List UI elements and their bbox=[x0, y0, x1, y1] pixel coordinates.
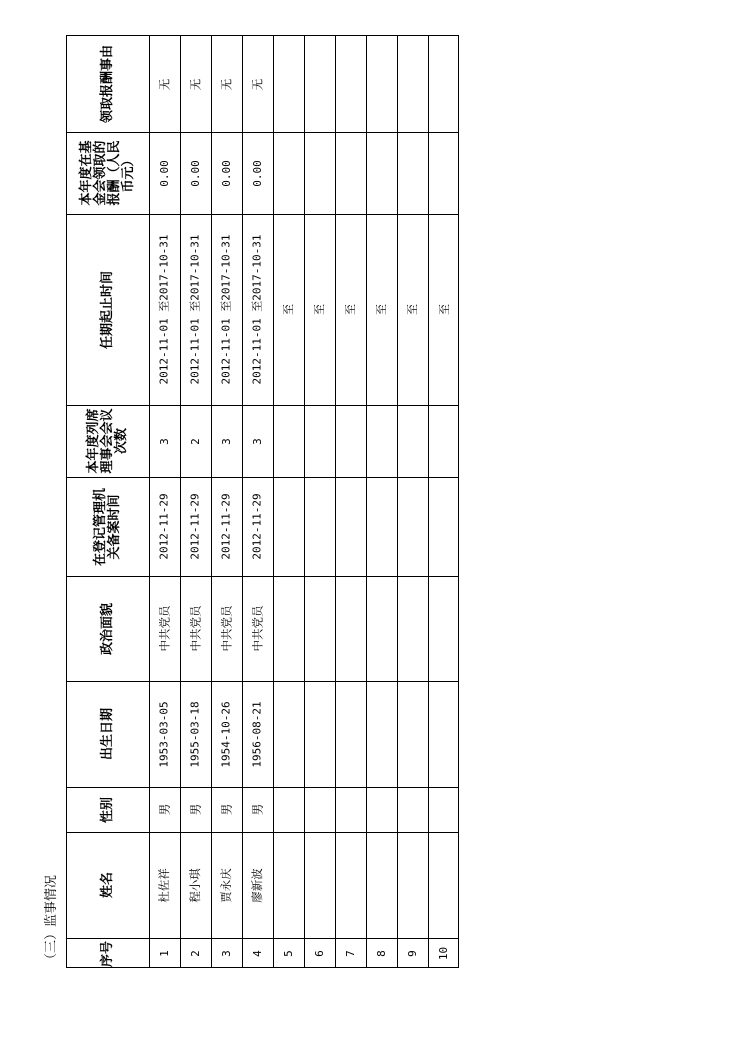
row-1-source-text: 无 bbox=[157, 78, 171, 90]
row-2-gender-text: 男 bbox=[188, 803, 202, 816]
row-8-seq bbox=[366, 938, 397, 969]
header-gender-label: 性别 bbox=[99, 796, 115, 823]
header-meetings bbox=[67, 405, 149, 477]
row-2-name-text: 程小琪 bbox=[188, 867, 202, 903]
row-3-gender-text: 男 bbox=[219, 803, 233, 816]
row-7-pay bbox=[335, 132, 366, 214]
row-3-birth bbox=[211, 681, 242, 787]
row-2-seq-text: 2 bbox=[189, 950, 202, 957]
section-caption-text: （三）监事情况 bbox=[44, 874, 59, 966]
row-2-seq bbox=[180, 938, 211, 969]
row-4-term-text: 2012-11-01 至2017-10-31 bbox=[251, 234, 265, 385]
row-4-birth bbox=[242, 681, 273, 787]
row-4-politics bbox=[242, 576, 273, 681]
row-2-meetings-text: 2 bbox=[189, 437, 202, 445]
row-7-filing bbox=[335, 477, 366, 576]
row-4-name-text: 廖新波 bbox=[250, 867, 264, 903]
row-9-seq bbox=[397, 938, 428, 969]
row-10-name bbox=[428, 832, 460, 938]
row-4-birth-text: 1956-08-21 bbox=[251, 700, 265, 768]
header-seq-label: 序号 bbox=[99, 940, 115, 967]
row-7-birth bbox=[335, 681, 366, 787]
row-8-source bbox=[366, 36, 397, 132]
row-7-seq-text: 7 bbox=[344, 950, 357, 957]
row-2-source-text: 无 bbox=[188, 78, 202, 90]
header-seq bbox=[67, 938, 149, 969]
header-pay-label: 本年度在基金会领取的报酬（人民币元） bbox=[79, 140, 136, 206]
row-9-gender bbox=[397, 787, 428, 832]
header-name bbox=[67, 832, 149, 938]
row-6-name bbox=[304, 832, 335, 938]
header-term-label: 任期起止时间 bbox=[99, 270, 115, 349]
row-10-filing bbox=[428, 477, 460, 576]
row-3-pay-text: 0.00 bbox=[220, 159, 233, 187]
row-7-seq bbox=[335, 938, 366, 969]
row-9-name bbox=[397, 832, 428, 938]
row-2-source bbox=[180, 36, 211, 132]
row-3-meetings-text: 3 bbox=[220, 437, 233, 445]
row-8-pay bbox=[366, 132, 397, 214]
row-2-filing-text: 2012-11-29 bbox=[189, 493, 203, 560]
row-4-source-text: 无 bbox=[250, 78, 264, 90]
row-6-seq bbox=[304, 938, 335, 969]
header-source bbox=[67, 36, 149, 132]
header-politics bbox=[67, 576, 149, 681]
row-10-gender bbox=[428, 787, 460, 832]
row-4-gender-text: 男 bbox=[250, 803, 264, 816]
row-1-politics bbox=[149, 576, 180, 681]
row-2-name bbox=[180, 832, 211, 938]
row-8-term-text: 至 bbox=[375, 304, 388, 315]
row-1-meetings-text: 3 bbox=[158, 437, 171, 445]
row-6-term bbox=[304, 214, 335, 405]
row-8-seq-text: 8 bbox=[375, 950, 388, 957]
row-3-pay bbox=[211, 132, 242, 214]
row-2-pay-text: 0.00 bbox=[189, 159, 202, 187]
row-2-meetings bbox=[180, 405, 211, 477]
row-10-seq-text: 10 bbox=[437, 946, 451, 961]
row-9-seq-text: 9 bbox=[406, 950, 419, 957]
row-5-term-text: 至 bbox=[282, 304, 295, 315]
row-8-term bbox=[366, 214, 397, 405]
row-4-politics-text: 中共党员 bbox=[250, 605, 264, 652]
row-7-term bbox=[335, 214, 366, 405]
row-5-seq-text: 5 bbox=[282, 950, 295, 957]
row-2-pay bbox=[180, 132, 211, 214]
row-5-meetings bbox=[273, 405, 304, 477]
row-4-meetings bbox=[242, 405, 273, 477]
row-4-gender bbox=[242, 787, 273, 832]
row-5-source bbox=[273, 36, 304, 132]
row-5-name bbox=[273, 832, 304, 938]
row-10-politics bbox=[428, 576, 460, 681]
row-9-filing bbox=[397, 477, 428, 576]
header-birth-label: 出生日期 bbox=[99, 707, 115, 761]
row-8-gender bbox=[366, 787, 397, 832]
row-9-birth bbox=[397, 681, 428, 787]
row-2-politics bbox=[180, 576, 211, 681]
row-3-source bbox=[211, 36, 242, 132]
row-10-term bbox=[428, 214, 460, 405]
row-3-name-text: 贾永庆 bbox=[219, 867, 233, 903]
row-7-politics bbox=[335, 576, 366, 681]
row-6-pay bbox=[304, 132, 335, 214]
row-9-term bbox=[397, 214, 428, 405]
row-3-gender bbox=[211, 787, 242, 832]
row-5-filing bbox=[273, 477, 304, 576]
row-3-seq bbox=[211, 938, 242, 969]
header-filing bbox=[67, 477, 149, 576]
row-7-name bbox=[335, 832, 366, 938]
row-5-seq bbox=[273, 938, 304, 969]
header-source-label: 领取报酬事由 bbox=[100, 45, 115, 124]
row-9-politics bbox=[397, 576, 428, 681]
row-1-filing bbox=[149, 477, 180, 576]
row-4-filing-text: 2012-11-29 bbox=[251, 493, 265, 560]
row-3-source-text: 无 bbox=[219, 78, 233, 90]
row-2-birth-text: 1955-03-18 bbox=[189, 700, 203, 768]
row-10-meetings bbox=[428, 405, 460, 477]
row-4-pay-text: 0.00 bbox=[251, 159, 264, 187]
row-4-filing bbox=[242, 477, 273, 576]
row-9-term-text: 至 bbox=[406, 304, 419, 315]
row-5-politics bbox=[273, 576, 304, 681]
row-8-name bbox=[366, 832, 397, 938]
row-6-source bbox=[304, 36, 335, 132]
row-3-term-text: 2012-11-01 至2017-10-31 bbox=[220, 234, 234, 385]
row-1-name bbox=[149, 832, 180, 938]
row-5-pay bbox=[273, 132, 304, 214]
row-7-source bbox=[335, 36, 366, 132]
row-10-seq bbox=[428, 938, 460, 969]
row-6-gender bbox=[304, 787, 335, 832]
row-1-politics-text: 中共党员 bbox=[157, 605, 171, 652]
row-3-term bbox=[211, 214, 242, 405]
row-2-birth bbox=[180, 681, 211, 787]
row-3-politics-text: 中共党员 bbox=[219, 605, 233, 652]
row-1-source bbox=[149, 36, 180, 132]
row-8-filing bbox=[366, 477, 397, 576]
row-3-seq-text: 3 bbox=[220, 950, 233, 957]
row-2-term-text: 2012-11-01 至2017-10-31 bbox=[189, 234, 203, 385]
row-2-filing bbox=[180, 477, 211, 576]
row-6-seq-text: 6 bbox=[313, 950, 326, 957]
row-6-birth bbox=[304, 681, 335, 787]
supervisor-table bbox=[66, 35, 459, 968]
header-politics-label: 政治面貌 bbox=[99, 602, 115, 655]
row-6-politics bbox=[304, 576, 335, 681]
row-1-seq-text: 1 bbox=[158, 950, 171, 957]
row-2-term bbox=[180, 214, 211, 405]
row-3-name bbox=[211, 832, 242, 938]
row-6-filing bbox=[304, 477, 335, 576]
row-2-gender bbox=[180, 787, 211, 832]
row-5-gender bbox=[273, 787, 304, 832]
row-10-birth bbox=[428, 681, 460, 787]
row-4-seq bbox=[242, 938, 273, 969]
row-4-term bbox=[242, 214, 273, 405]
row-4-pay bbox=[242, 132, 273, 214]
row-1-gender-text: 男 bbox=[157, 803, 171, 816]
row-10-source bbox=[428, 36, 460, 132]
header-pay bbox=[67, 132, 149, 214]
header-filing-label: 在登记管理机关备案时间 bbox=[93, 487, 122, 566]
header-gender bbox=[67, 787, 149, 832]
row-5-term bbox=[273, 214, 304, 405]
row-1-seq bbox=[149, 938, 180, 969]
row-8-politics bbox=[366, 576, 397, 681]
row-3-birth-text: 1954-10-26 bbox=[220, 700, 234, 768]
row-1-pay bbox=[149, 132, 180, 214]
row-9-meetings bbox=[397, 405, 428, 477]
row-1-pay-text: 0.00 bbox=[158, 159, 171, 187]
row-1-term bbox=[149, 214, 180, 405]
row-5-birth bbox=[273, 681, 304, 787]
row-6-meetings bbox=[304, 405, 335, 477]
row-8-meetings bbox=[366, 405, 397, 477]
header-meetings-label: 本年度列席理事会会议次数 bbox=[86, 408, 129, 474]
row-1-filing-text: 2012-11-29 bbox=[158, 493, 172, 560]
row-8-birth bbox=[366, 681, 397, 787]
row-4-meetings-text: 3 bbox=[251, 437, 264, 445]
row-4-name bbox=[242, 832, 273, 938]
row-1-gender bbox=[149, 787, 180, 832]
row-1-birth bbox=[149, 681, 180, 787]
row-9-source bbox=[397, 36, 428, 132]
row-10-term-text: 至 bbox=[437, 304, 451, 315]
row-6-term-text: 至 bbox=[313, 304, 326, 315]
row-4-source bbox=[242, 36, 273, 132]
header-name-label: 姓名 bbox=[99, 871, 115, 899]
header-birth bbox=[67, 681, 149, 787]
row-10-pay bbox=[428, 132, 460, 214]
row-1-meetings bbox=[149, 405, 180, 477]
row-3-filing bbox=[211, 477, 242, 576]
row-7-term-text: 至 bbox=[344, 304, 357, 315]
row-2-politics-text: 中共党员 bbox=[188, 605, 202, 652]
row-3-politics bbox=[211, 576, 242, 681]
row-7-gender bbox=[335, 787, 366, 832]
row-1-term-text: 2012-11-01 至2017-10-31 bbox=[158, 234, 172, 385]
row-9-pay bbox=[397, 132, 428, 214]
row-4-seq-text: 4 bbox=[251, 950, 264, 957]
row-1-name-text: 杜佐祥 bbox=[157, 867, 171, 903]
row-3-filing-text: 2012-11-29 bbox=[220, 493, 234, 560]
header-term bbox=[67, 214, 149, 405]
row-3-meetings bbox=[211, 405, 242, 477]
row-7-meetings bbox=[335, 405, 366, 477]
row-1-birth-text: 1953-03-05 bbox=[158, 700, 172, 768]
